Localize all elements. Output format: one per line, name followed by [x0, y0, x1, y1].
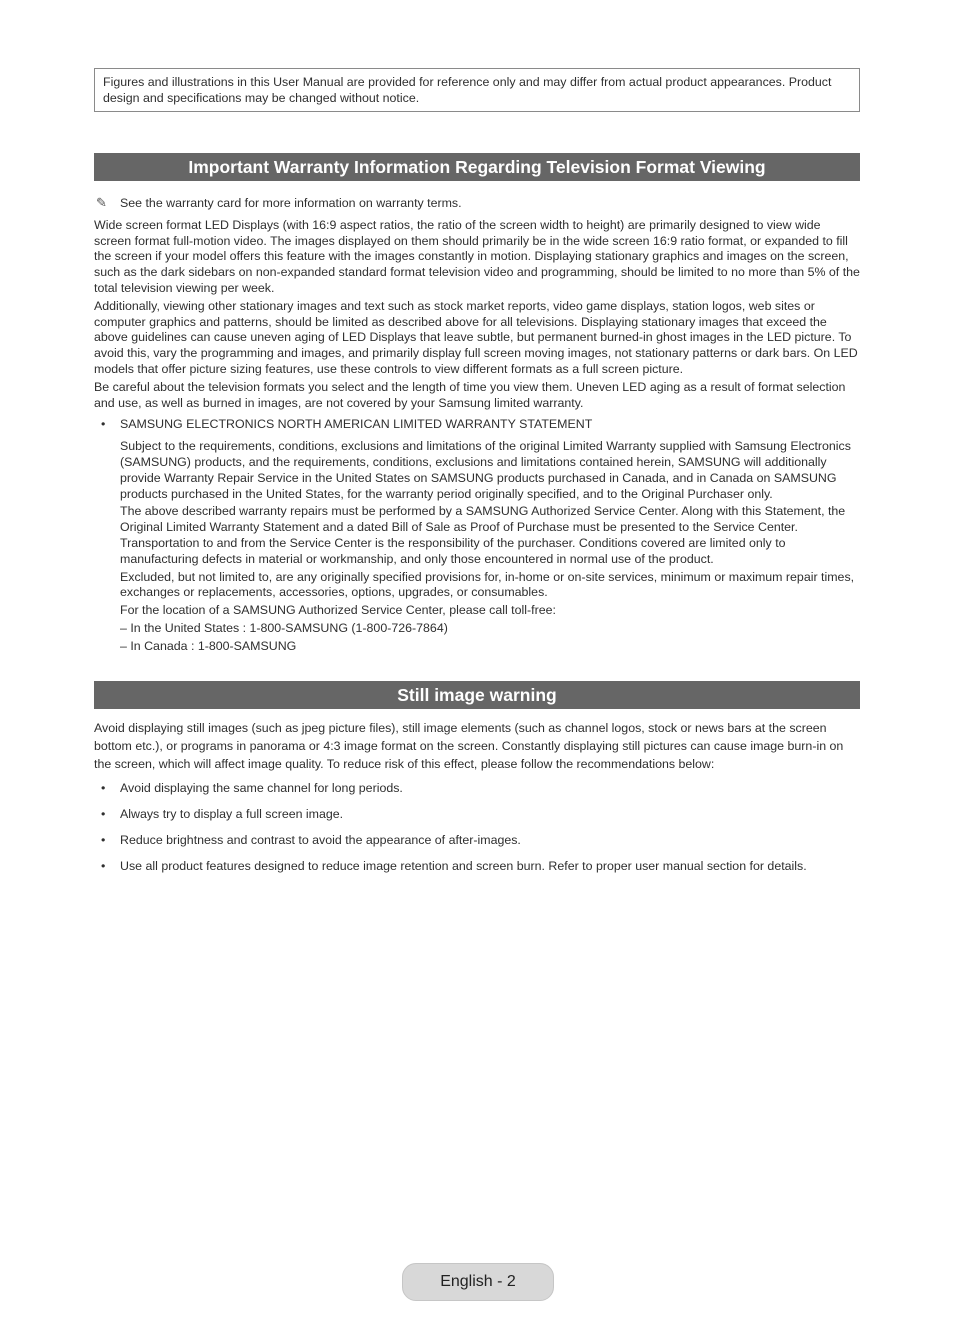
disclaimer-text: Figures and illustrations in this User Manual are provided for reference only and may differ from actual product appearances. Product design and specifications may be changed without notice. — [103, 75, 832, 105]
warranty-section-body — [94, 196, 860, 657]
disclaimer-notice-box — [94, 68, 860, 112]
still-image-intro: Avoid displaying still images (such as jpeg picture files), still image elements (such as channel logos, stock or news bars at the screen bottom etc.), or programs in panorama or 4:3 image format on the screen. Constantly displaying still pictures can cause image burn-in on the screen, which will affect image quality. To reduce risk of this effect, please follow the recommendations below: — [94, 721, 844, 771]
bullet-dot-icon: • — [101, 417, 106, 432]
warranty-note — [94, 196, 860, 212]
list-item-text: Always try to display a full screen image. — [120, 807, 344, 821]
list-item-text: Use all product features designed to reduce image retention and screen burn. Refer to proper user manual section for details. — [120, 859, 807, 873]
bullet-dot-icon: • — [101, 859, 106, 873]
list-item-text: Avoid displaying the same channel for long periods. — [120, 781, 403, 795]
bullet-dot-icon: • — [101, 833, 106, 847]
warranty-statement-paragraph: Subject to the requirements, conditions, exclusions and limitations of the original Limited Warranty supplied with Samsung Electronics (SAMSUNG) products, and the requirements, conditions, exclusions and limitations contained herein, SAMSUNG will additionally provide Warranty Repair Service in the United States on SAMSUNG products purchased in Canada, and in Canada on SAMSUNG products purchased in the United States, for the warranty period originally specified, and to the Original Purchaser only. — [120, 439, 851, 501]
warranty-section-heading: Important Warranty Information Regarding Television Format Viewing — [94, 153, 860, 181]
still-image-section-heading: Still image warning — [94, 681, 860, 709]
bullet-dot-icon: • — [101, 781, 106, 795]
list-item — [94, 779, 860, 797]
list-item — [94, 831, 860, 849]
still-image-section-body — [94, 719, 860, 875]
warranty-statement-paragraph: The above described warranty repairs must be performed by a SAMSUNG Authorized Service Center. Along with this Statement, the Original Limited Warranty Statement and a dated Bill of Sale as Proof of Purchase must be presented to the Service Center. Transportation to and from the Service Center is the responsibility of the purchaser. Conditions covered are limited only to manufacturing defects in material or workmanship, and only those encountered in normal use of the product. — [120, 504, 846, 566]
warranty-statement-bullet — [94, 417, 860, 433]
list-item — [94, 805, 860, 823]
pencil-note-icon: ✎ — [96, 195, 107, 210]
list-item — [94, 857, 860, 875]
page-number-label: English - 2 — [402, 1263, 554, 1301]
warranty-statement-details — [94, 439, 860, 654]
warranty-statement-title: SAMSUNG ELECTRONICS NORTH AMERICAN LIMITED WARRANTY STATEMENT — [120, 417, 593, 432]
warranty-statement-paragraph: Excluded, but not limited to, are any originally specified provisions for, in-home or on-site services, minimum or maximum repair times, exchanges or replacements, accessories, options, upgrades, or consumables. — [120, 569, 855, 600]
warranty-note-text: See the warranty card for more information on warranty terms. — [120, 196, 462, 210]
warranty-paragraph: Wide screen format LED Displays (with 16:9 aspect ratios, the ratio of the screen width to height) are primarily designed to view wide screen format full-motion video. The images displayed on them should primarily be in the wide screen 16:9 ratio format, or expanded to fill the screen if your model offers this feature with the images constantly in motion. Displaying stationary graphics and images on the screen, such as the dark sidebars on non-expanded standard format television video and programming, should be limited to no more than 5% of the total television viewing per week. — [94, 217, 860, 295]
phone-united-states: – In the United States : 1-800-SAMSUNG (1-800-726-7864) — [120, 620, 448, 635]
bullet-dot-icon: • — [101, 807, 106, 821]
list-item-text: Reduce brightness and contrast to avoid the appearance of after-images. — [120, 833, 521, 847]
warranty-paragraph: Additionally, viewing other stationary images and text such as stock market reports, video game displays, station logos, web sites or computer graphics and patterns, should be limited as described above for all televisions. Displaying stationary images that exceed the above guidelines can cause uneven aging of LED Displays that leave subtle, but permanent burned-in ghost images in the LED picture. To avoid this, vary the programming and images, and primarily display full screen moving images, not stationary patterns or dark bars. On LED models that offer picture sizing features, use these controls to view different formats as a full screen picture. — [94, 298, 858, 376]
phone-canada: – In Canada : 1-800-SAMSUNG — [120, 638, 297, 653]
warranty-paragraph: Be careful about the television formats you select and the length of time you view them. Uneven LED aging as a result of format selection and use, as well as burned in images, are not covered by your Samsung limited warranty. — [94, 379, 846, 410]
service-center-call-text: For the location of a SAMSUNG Authorized Service Center, please call toll-free: — [120, 603, 556, 618]
